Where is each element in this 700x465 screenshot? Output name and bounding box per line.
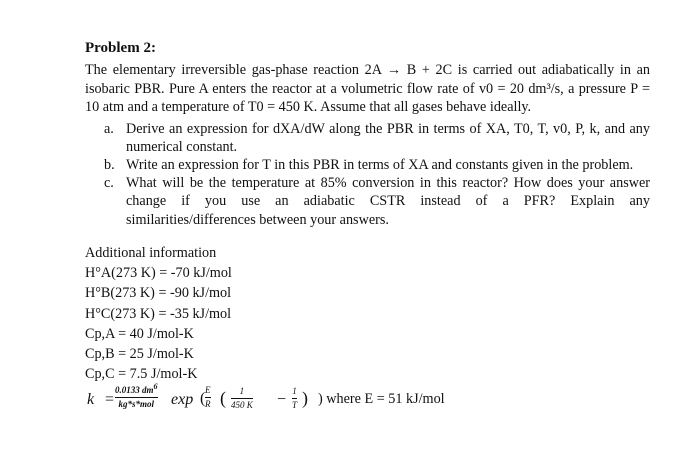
inverse-t0-fraction	[231, 386, 253, 411]
info-row: H°C(273 K) = -35 kJ/mol	[85, 305, 232, 322]
item-marker: b.	[104, 157, 115, 173]
t0-denominator: 450 K	[231, 400, 253, 410]
problem-title: Problem 2:	[85, 40, 156, 56]
item-line: What will be the temperature at 85% conversion in this reactor? How does your answer	[126, 175, 650, 191]
e-numerator: E	[205, 385, 211, 398]
coefficient-numerator: 0.0133 $dm^6$	[115, 385, 158, 398]
question-item-a	[104, 120, 650, 157]
additional-information	[85, 243, 232, 384]
formula-equals: =	[105, 391, 115, 408]
formula-lhs: k	[87, 391, 95, 408]
activation-energy-note: ) where E = 51 kJ/mol	[318, 391, 445, 407]
inverse-t-fraction	[292, 386, 297, 411]
item-line: Write an expression for T in this PBR in terms of XA and constants given in the problem.	[126, 157, 634, 173]
info-row: H°A(273 K) = -70 kJ/mol	[85, 265, 232, 282]
exp-function: exp	[171, 391, 194, 408]
inner-close-paren: )	[302, 388, 308, 408]
item-line: similarities/differences between your answers.	[126, 211, 389, 228]
question-item-c	[104, 174, 650, 229]
open-paren: (	[200, 390, 206, 407]
info-row: Cp,B = 25 J/mol-K	[85, 346, 194, 363]
statement-line: isobaric PBR. Pure A enters the reactor at a volumetric flow rate of v0 = 20 dm³/s, a pressure P =	[85, 80, 650, 97]
info-heading: Additional information	[85, 245, 217, 261]
info-row: Cp,C = 7.5 J/mol-K	[85, 366, 198, 383]
question-item-b	[104, 156, 650, 174]
e-over-r-fraction	[205, 385, 211, 410]
rate-constant-formula	[85, 382, 485, 422]
item-line: change if you use an adiabatic CSTR instead of a PFR? Explain any	[126, 193, 650, 210]
item-line: Derive an expression for dXA/dW along the PBR in terms of XA, T0, T, v0, P, k, and any	[126, 121, 650, 137]
coefficient-fraction	[115, 382, 158, 410]
t0-numerator: 1	[231, 386, 253, 399]
item-marker: a.	[104, 121, 114, 137]
t-denominator: T	[292, 400, 298, 410]
item-line: numerical constant.	[126, 139, 238, 156]
info-row: H°B(273 K) = -90 kJ/mol	[85, 285, 232, 302]
info-row: Cp,A = 40 J/mol-K	[85, 325, 194, 342]
item-marker: c.	[104, 175, 114, 191]
statement-line: The elementary irreversible gas-phase reaction 2A → B + 2C is carried out adiabatically in an	[85, 62, 650, 78]
minus-sign: −	[277, 391, 287, 408]
r-denominator: R	[205, 399, 211, 409]
t-numerator: 1	[292, 386, 297, 399]
inner-open-paren: (	[220, 388, 226, 408]
coefficient-denominator: kg*s*mol	[118, 399, 155, 409]
problem-statement	[85, 61, 650, 117]
statement-line: 10 atm and a temperature of T0 = 450 K. Assume that all gases behave ideally.	[85, 99, 532, 115]
